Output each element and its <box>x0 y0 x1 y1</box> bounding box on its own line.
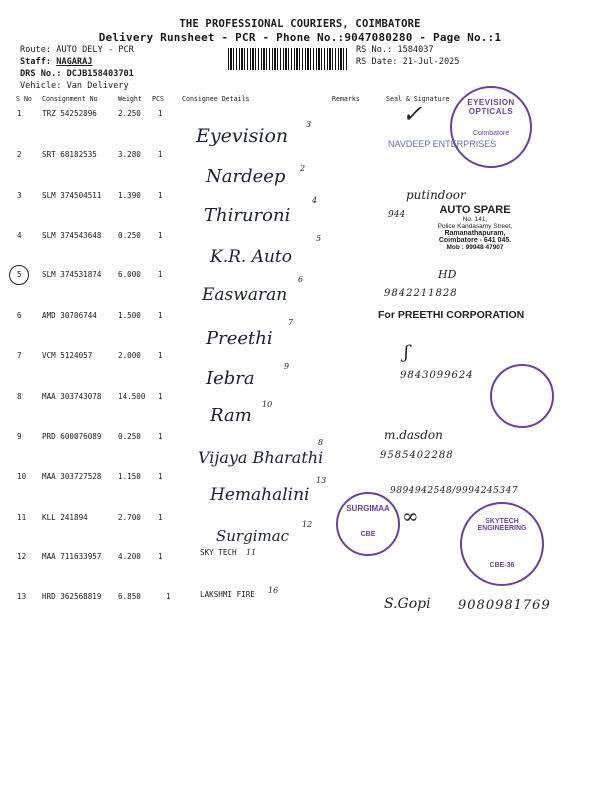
row-sno: 6 <box>17 311 22 320</box>
handwritten-seq: 3 <box>306 120 312 129</box>
drs <box>20 69 134 79</box>
handwritten-seq: 6 <box>298 275 304 284</box>
row-weight: 3.280 <box>118 150 141 159</box>
row-sno: 12 <box>17 552 27 561</box>
row-consignment: SLM 374531874 <box>42 270 102 279</box>
surgimaa-stamp-city: CBE <box>360 531 376 538</box>
ram-signature: m.dasdon <box>384 428 443 442</box>
phone-iebra: 9843099624 <box>400 370 474 381</box>
auto-spare-city: Coimbatore - 641 045. <box>438 237 512 244</box>
row-seq-number: 16 <box>268 586 279 595</box>
staff-label: Staff: <box>20 57 52 67</box>
row-consignment: MAA 711633957 <box>42 552 102 561</box>
row-consignee: SKY TECH <box>200 548 237 557</box>
row-seq-number: 11 <box>246 548 257 557</box>
handwritten-consignee: Iebra <box>206 368 255 389</box>
row-consignee: LAKSHMI FIRE <box>200 590 255 599</box>
row-pcs: 1 <box>158 513 163 522</box>
eyevision-stamp-arc: EYEVISION OPTICALS <box>467 98 515 116</box>
row-weight: 2.700 <box>118 513 141 522</box>
row-consignment: VCM 5124057 <box>42 351 93 360</box>
row-weight: 6.000 <box>118 270 141 279</box>
row-weight: 1.150 <box>118 472 141 481</box>
row-weight: 1.390 <box>118 191 141 200</box>
row-pcs: 1 <box>158 552 163 561</box>
lakshmi-signature: S.Gopi <box>384 596 431 612</box>
handwritten-consignee: Surgimac <box>216 527 290 545</box>
row-weight: 0.250 <box>118 432 141 441</box>
hd-signature: HD <box>438 268 457 281</box>
row-consignment: SLM 374504511 <box>42 191 102 200</box>
row-pcs: 1 <box>158 351 163 360</box>
row-consignment: TRZ 54252896 <box>42 109 97 118</box>
row-weight: 6.850 <box>118 592 141 601</box>
staff-name: NAGARAJ <box>56 57 93 67</box>
row-sno: 7 <box>17 351 22 360</box>
rs-number: RS No.: 1584037 <box>356 45 434 55</box>
handwritten-consignee: Eyevision <box>196 125 289 147</box>
row-sno: 10 <box>17 472 27 481</box>
row-sno: 2 <box>17 150 22 159</box>
row-weight: 4.200 <box>118 552 141 561</box>
eyevision-stamp-city: Coimbatore <box>472 130 510 137</box>
row-pcs: 1 <box>158 432 163 441</box>
handwritten-consignee: Ram <box>210 405 252 426</box>
row-consignment: PRD 600076089 <box>42 432 102 441</box>
row-pcs: 1 <box>158 150 163 159</box>
handwritten-consignee: Hemahalini <box>210 485 310 505</box>
handwritten-consignee: Preethi <box>206 328 273 349</box>
putindoor-note: putindoor <box>406 188 466 202</box>
row-sno: 11 <box>17 513 27 522</box>
surgimaa-stamp <box>336 492 400 556</box>
row-pcs: 1 <box>166 592 171 601</box>
handwritten-consignee: Easwaran <box>202 285 288 305</box>
handwritten-seq: 2 <box>300 164 306 173</box>
auto-spare-street: Police Kandasamy Street, <box>437 223 513 230</box>
runsheet-subtitle: Delivery Runsheet - PCR - Phone No.:9047080280 - Page No.:1 <box>98 31 502 44</box>
row-weight: 2.250 <box>118 109 141 118</box>
row-sno: 1 <box>17 109 22 118</box>
handwritten-consignee: K.R. Auto <box>210 247 293 267</box>
handwritten-seq: 8 <box>318 438 324 447</box>
company-title: THE PROFESSIONAL COURIERS, COIMBATORE <box>179 18 421 30</box>
surgimaa-stamp-arc: SURGIMAA <box>346 504 390 513</box>
col-weight: Weight <box>118 95 142 103</box>
phone-hema: 9894942548/9994245347 <box>390 486 519 496</box>
barcode <box>228 48 348 70</box>
ram-stamp <box>490 364 554 428</box>
row-consignment: MAA 303727528 <box>42 472 102 481</box>
auto-spare-mobile: Mob : 99948 47907 <box>446 244 504 251</box>
row-sno: 5 <box>17 270 22 279</box>
auto-spare-name: AUTO SPARE <box>439 204 511 216</box>
signature-preethi: ʃ <box>404 342 409 363</box>
col-consignment: Consignment No <box>42 95 98 103</box>
navdeep-stamp: NAVDEEP ENTERPRISES <box>388 139 497 149</box>
row-pcs: 1 <box>158 231 163 240</box>
col-sno: S No <box>16 95 32 103</box>
row-pcs: 1 <box>158 311 163 320</box>
row-pcs: 1 <box>158 109 163 118</box>
row-weight: 0.250 <box>118 231 141 240</box>
col-seal-signature: Seal & Signature <box>386 95 450 103</box>
route: Route: AUTO DELY - PCR <box>20 45 134 55</box>
row-consignment: SRT 68182535 <box>42 150 97 159</box>
handwritten-seq: 5 <box>316 234 322 243</box>
auto-spare-stamp <box>410 204 540 251</box>
handwritten-consignee: Nardeep <box>206 166 286 187</box>
phone-easwaran: 9842211828 <box>384 288 458 299</box>
drs-label: DRS No.: <box>20 69 62 79</box>
signature-eyevision: ✓ <box>402 100 423 128</box>
row-sno: 9 <box>17 432 22 441</box>
phone-ram: 9585402288 <box>380 450 454 461</box>
row-pcs: 1 <box>158 270 163 279</box>
row-weight: 2.000 <box>118 351 141 360</box>
auto-spare-area: Ramanathapuram, <box>444 230 506 237</box>
handwritten-seq: 10 <box>262 400 273 409</box>
eyevision-stamp <box>450 86 532 168</box>
col-remarks: Remarks <box>332 95 360 103</box>
row-weight: 1.500 <box>118 311 141 320</box>
handwritten-seq: 4 <box>312 196 318 205</box>
handwritten-consignee: Vijaya Bharathi <box>198 448 324 467</box>
rs-date: RS Date: 21-Jul-2025 <box>356 57 460 67</box>
skytech-stamp-arc: SKYTECH ENGINEERING <box>477 518 527 532</box>
handwritten-seq: 9 <box>284 362 290 371</box>
phone-lakshmi: 9080981769 <box>458 598 551 613</box>
handwritten-seq: 7 <box>288 318 294 327</box>
row-consignment: HRD 362568819 <box>42 592 102 601</box>
row-sno: 3 <box>17 191 22 200</box>
preethi-stamp: For PREETHI CORPORATION <box>378 309 525 321</box>
col-consignee: Consignee Details <box>182 95 250 103</box>
row-pcs: 1 <box>158 472 163 481</box>
row-pcs: 1 <box>158 191 163 200</box>
row-consignment: AMD 30706744 <box>42 311 97 320</box>
row-pcs: 1 <box>158 392 163 401</box>
handwritten-consignee: Thiruroni <box>204 205 291 226</box>
vehicle: Vehicle: Van Delivery <box>20 81 129 91</box>
row-sno: 13 <box>17 592 27 601</box>
drs-number: DCJB158403701 <box>66 69 134 79</box>
row-consignment: SLM 374543648 <box>42 231 102 240</box>
skytech-stamp-city: CBE-36 <box>489 562 515 569</box>
skytech-stamp <box>460 502 544 586</box>
staff <box>20 57 92 67</box>
auto-spare-no: No. 141, <box>462 216 488 223</box>
signature-surgimac: ∞ <box>402 504 419 528</box>
row-weight: 14.500 <box>118 392 146 401</box>
putindoor-phone: 944 <box>388 210 406 220</box>
handwritten-seq: 12 <box>302 520 313 529</box>
row-sno: 4 <box>17 231 22 240</box>
col-pcs: PCS <box>152 95 164 103</box>
row-sno: 8 <box>17 392 22 401</box>
row-consignment: MAA 303743078 <box>42 392 102 401</box>
row-consignment: KLL 241894 <box>42 513 88 522</box>
handwritten-seq: 13 <box>316 476 327 485</box>
